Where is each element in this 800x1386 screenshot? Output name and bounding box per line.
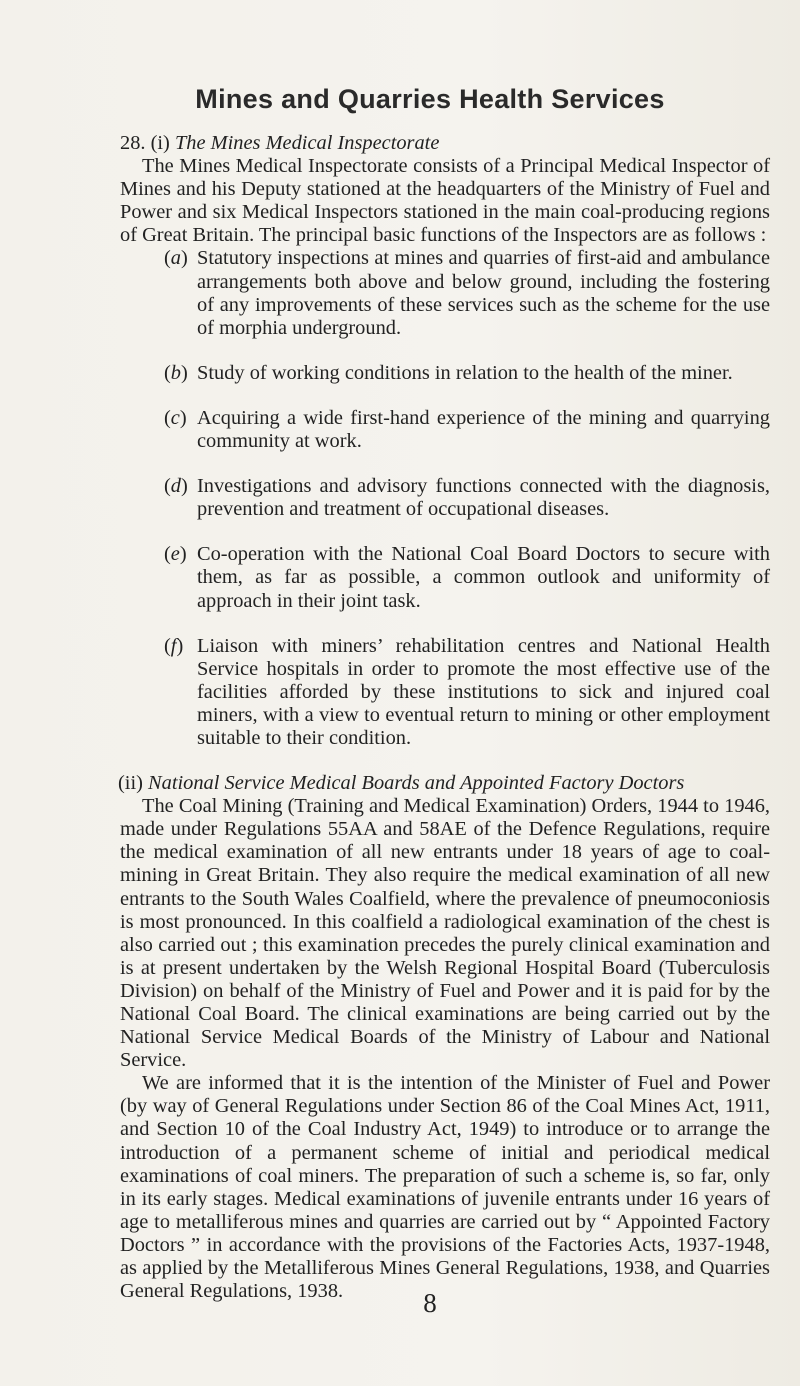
section-1-intro: The Mines Medical Inspectorate consists of a Principal Medical Inspector of Mines and his Deputy stationed at the headquarters of the Ministry of Fuel and Power and six Medical Inspectors stationed in the main coal-producing regions of Great Britain. The principal basic functions of the Inspectors are as follows :	[120, 155, 770, 247]
page-heading: Mines and Quarries Health Services	[195, 84, 665, 114]
section-2	[120, 772, 770, 1303]
list-item-text: Liaison with miners’ rehabilitation centres and National Health Service hospitals in order to promote the most effective use of the facilities afforded by these institutions to sick and injured coal miners, with a view to eventual return to mining or other employment suitable to their condition.	[197, 634, 770, 749]
body-text	[120, 132, 770, 1303]
list-item-label: (a)	[164, 247, 188, 270]
section-2-title: National Service Medical Boards and Appointed Factory Doctors	[148, 772, 685, 795]
list-item-text: Co-operation with the National Coal Board Doctors to secure with them, as far as possible, a common outlook and uniformity of approach in their joint task.	[197, 543, 770, 612]
section-1-title: The Mines Medical Inspectorate	[174, 132, 440, 154]
list-item-c	[164, 407, 770, 453]
section-2-paragraph-1: The Coal Mining (Training and Medical Examination) Orders, 1944 to 1946, made under Regulations 55AA and 58AE of the Defence Regulations, require the medical examination of all new entrants under 18 years of age to coal-mining in Great Britain. They also require the medical examination of all new entrants to the South Wales Coalfield, where the prevalence of pneumoconiosis is most pronounced. In this coalfield a radiological examination of the chest is also carried out ; this examination precedes the purely clinical examination and is at present undertaken by the Welsh Regional Hospital Board (Tuberculosis Division) on behalf of the Ministry of Fuel and Power and it is paid for by the National Coal Board. The clinical examinations are being carried out by the National Service Medical Boards of the Ministry of Labour and National Service.	[120, 795, 770, 1072]
list-item-a	[164, 247, 770, 339]
list-item-label: (e)	[164, 543, 187, 566]
list-item-e	[164, 543, 770, 612]
list-item-label: (c)	[164, 406, 187, 429]
section-2-paragraph-2: We are informed that it is the intention of the Minister of Fuel and Power (by way of General Regulations under Section 86 of the Coal Mines Act, 1911, and Section 10 of the Coal Industry Act, 1949) to introduce or to arrange the introduction of a permanent scheme of initial and periodical medical examinations of coal miners. The preparation of such a scheme is, so far, only in its early stages. Medical examinations of juvenile entrants under 16 years of age to metalliferous mines and quarries are carried out by “ Appointed Factory Doctors ” in accordance with the provisions of the Factories Acts, 1937-1948, as applied by the Metalliferous Mines General Regulations, 1938, and Quarries General Regulations, 1938.	[120, 1072, 770, 1303]
list-item-f	[164, 635, 770, 750]
list-item-text: Statutory inspections at mines and quarries of first-aid and ambulance arrangements both above and below ground, including the fostering of any improvements of these services such as the scheme for the use of morphia underground.	[197, 247, 770, 339]
section-2-number: (ii)	[118, 772, 143, 795]
list-item-d	[164, 475, 770, 521]
section-1-heading	[120, 132, 770, 155]
section-2-heading	[118, 772, 770, 795]
list-item-text: Acquiring a wide first-hand experience of the mining and quarrying community at work.	[197, 406, 770, 453]
list-item-b	[164, 362, 770, 385]
page-number: 8	[423, 1288, 437, 1318]
list-item-text: Investigations and advisory functions connected with the diagnosis, prevention and treatment of occupational diseases.	[197, 475, 770, 521]
list-item-text: Study of working conditions in relation to the health of the miner.	[197, 361, 733, 384]
section-1-number: 28. (i)	[120, 132, 170, 154]
list-item-label: (d)	[164, 475, 188, 498]
list-item-label: (b)	[164, 361, 188, 384]
list-item-label: (f)	[164, 634, 184, 657]
